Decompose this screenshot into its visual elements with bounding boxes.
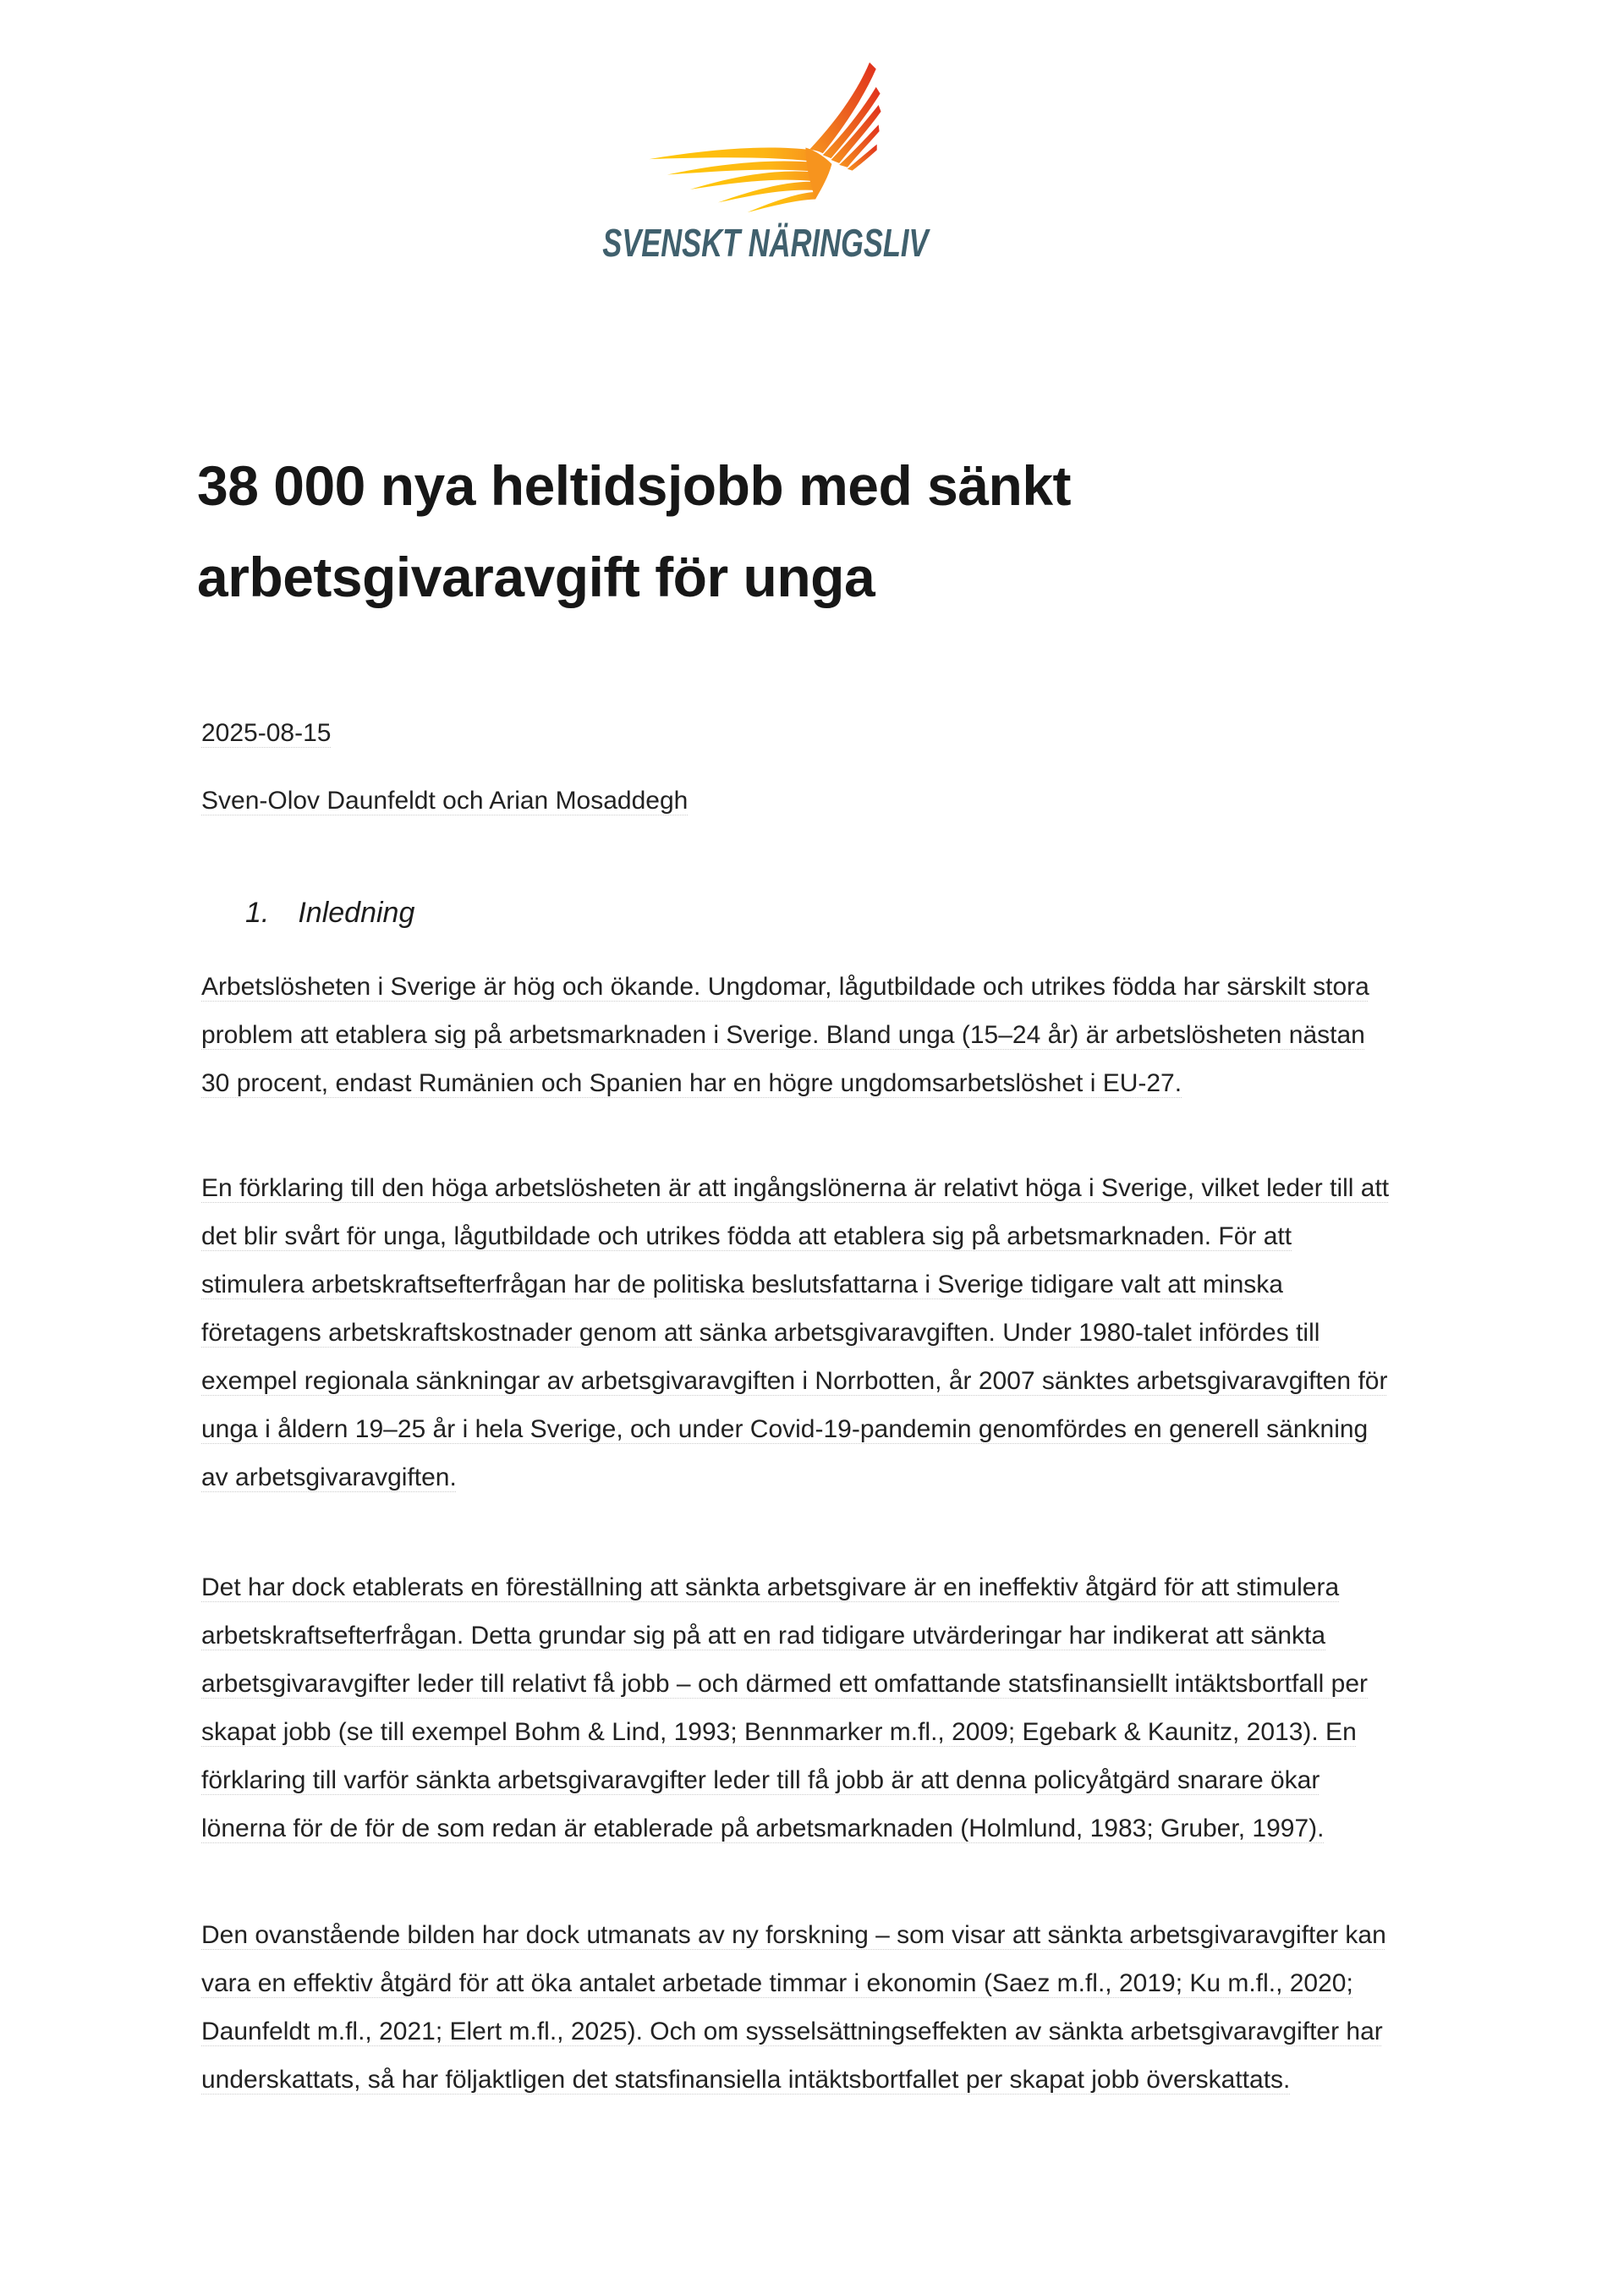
section-number: 1. (245, 897, 270, 929)
wing-icon (640, 58, 891, 213)
page-title (197, 440, 1314, 623)
page-title-line-2: arbetsgivaravgift för unga (197, 546, 875, 608)
paragraph: En förklaring till den höga arbetslösheten är att ingångslönerna är relativt höga i Sverige, vilket leder till att det blir svårt för unga, lågutbildade och utrikes födda att etablera sig på arbetsmarknaden. För att stimulera arbetskraftsefterfrågan har de politiska beslutsfattarna i Sverige tidigare valt att minska företagens arbetskraftskostnader genom att sänka arbetsgivaravgiften. Under 1980-talet infördes till exempel regionala sänkningar av arbetsgivaravgiften i Norrbotten, år 2007 sänktes arbetsgivaravgiften för unga i åldern 19–25 år i hela Sverige, och under Covid-19-pandemin genomfördes en generell sänkning av arbetsgivaravgiften. (201, 1174, 1390, 1491)
logo-wordmark: SVENSKT NÄRINGSLIV (602, 221, 929, 265)
section-heading (245, 897, 414, 930)
svenskt-naringsliv-logo (512, 58, 1019, 266)
page-title-line-1: 38 000 nya heltidsjobb med sänkt (197, 454, 1072, 517)
paragraph: Det har dock etablerats en föreställning att sänkta arbetsgivare är en ineffektiv åtgärd för att stimulera arbetskraftsefterfrågan. Detta grundar sig på att en rad tidigare utvärderingar har indikerat att sänkta arbetsgivaravgifter leder till relativt få jobb – och därmed ett omfattande statsfinansiellt intäktsbortfall per skapat jobb (se till exempel Bohm & Lind, 1993; Bennmarker m.fl., 2009; Egebark & Kaunitz, 2013). En förklaring till varför sänkta arbetsgivaravgifter leder till få jobb är att denna policyåtgärd snarare ökar lönerna för de för de som redan är etablerade på arbetsmarknaden (Holmlund, 1983; Gruber, 1997). (201, 1573, 1369, 1842)
paragraph: Arbetslösheten i Sverige är hög och ökande. Ungdomar, lågutbildade och utrikes födda har särskilt stora problem att etablera sig på arbetsmarknaden i Sverige. Bland unga (15–24 år) är arbetslösheten nästan 30 procent, endast Rumänien och Spanien har en högre ungdomsarbetslöshet i EU-27. (201, 973, 1369, 1097)
date-line: 2025-08-15 (201, 719, 332, 747)
section-title: Inledning (298, 897, 415, 929)
paragraph: Den ovanstående bilden har dock utmanats av ny forskning – som visar att sänkta arbetsgivaravgifter kan vara en effektiv åtgärd för att öka antalet arbetade timmar i ekonomin (Saez m.fl., 2019; Ku m.fl., 2020; Daunfeldt m.fl., 2021; Elert m.fl., 2025). Och om sysselsättningseffekten av sänkta arbetsgivaravgifter har underskattats, så har följaktligen det statsfinansiella intäktsbortfallet per skapat jobb överskattats. (201, 1921, 1386, 2094)
byline: Sven-Olov Daunfeldt och Arian Mosaddegh (201, 787, 689, 815)
